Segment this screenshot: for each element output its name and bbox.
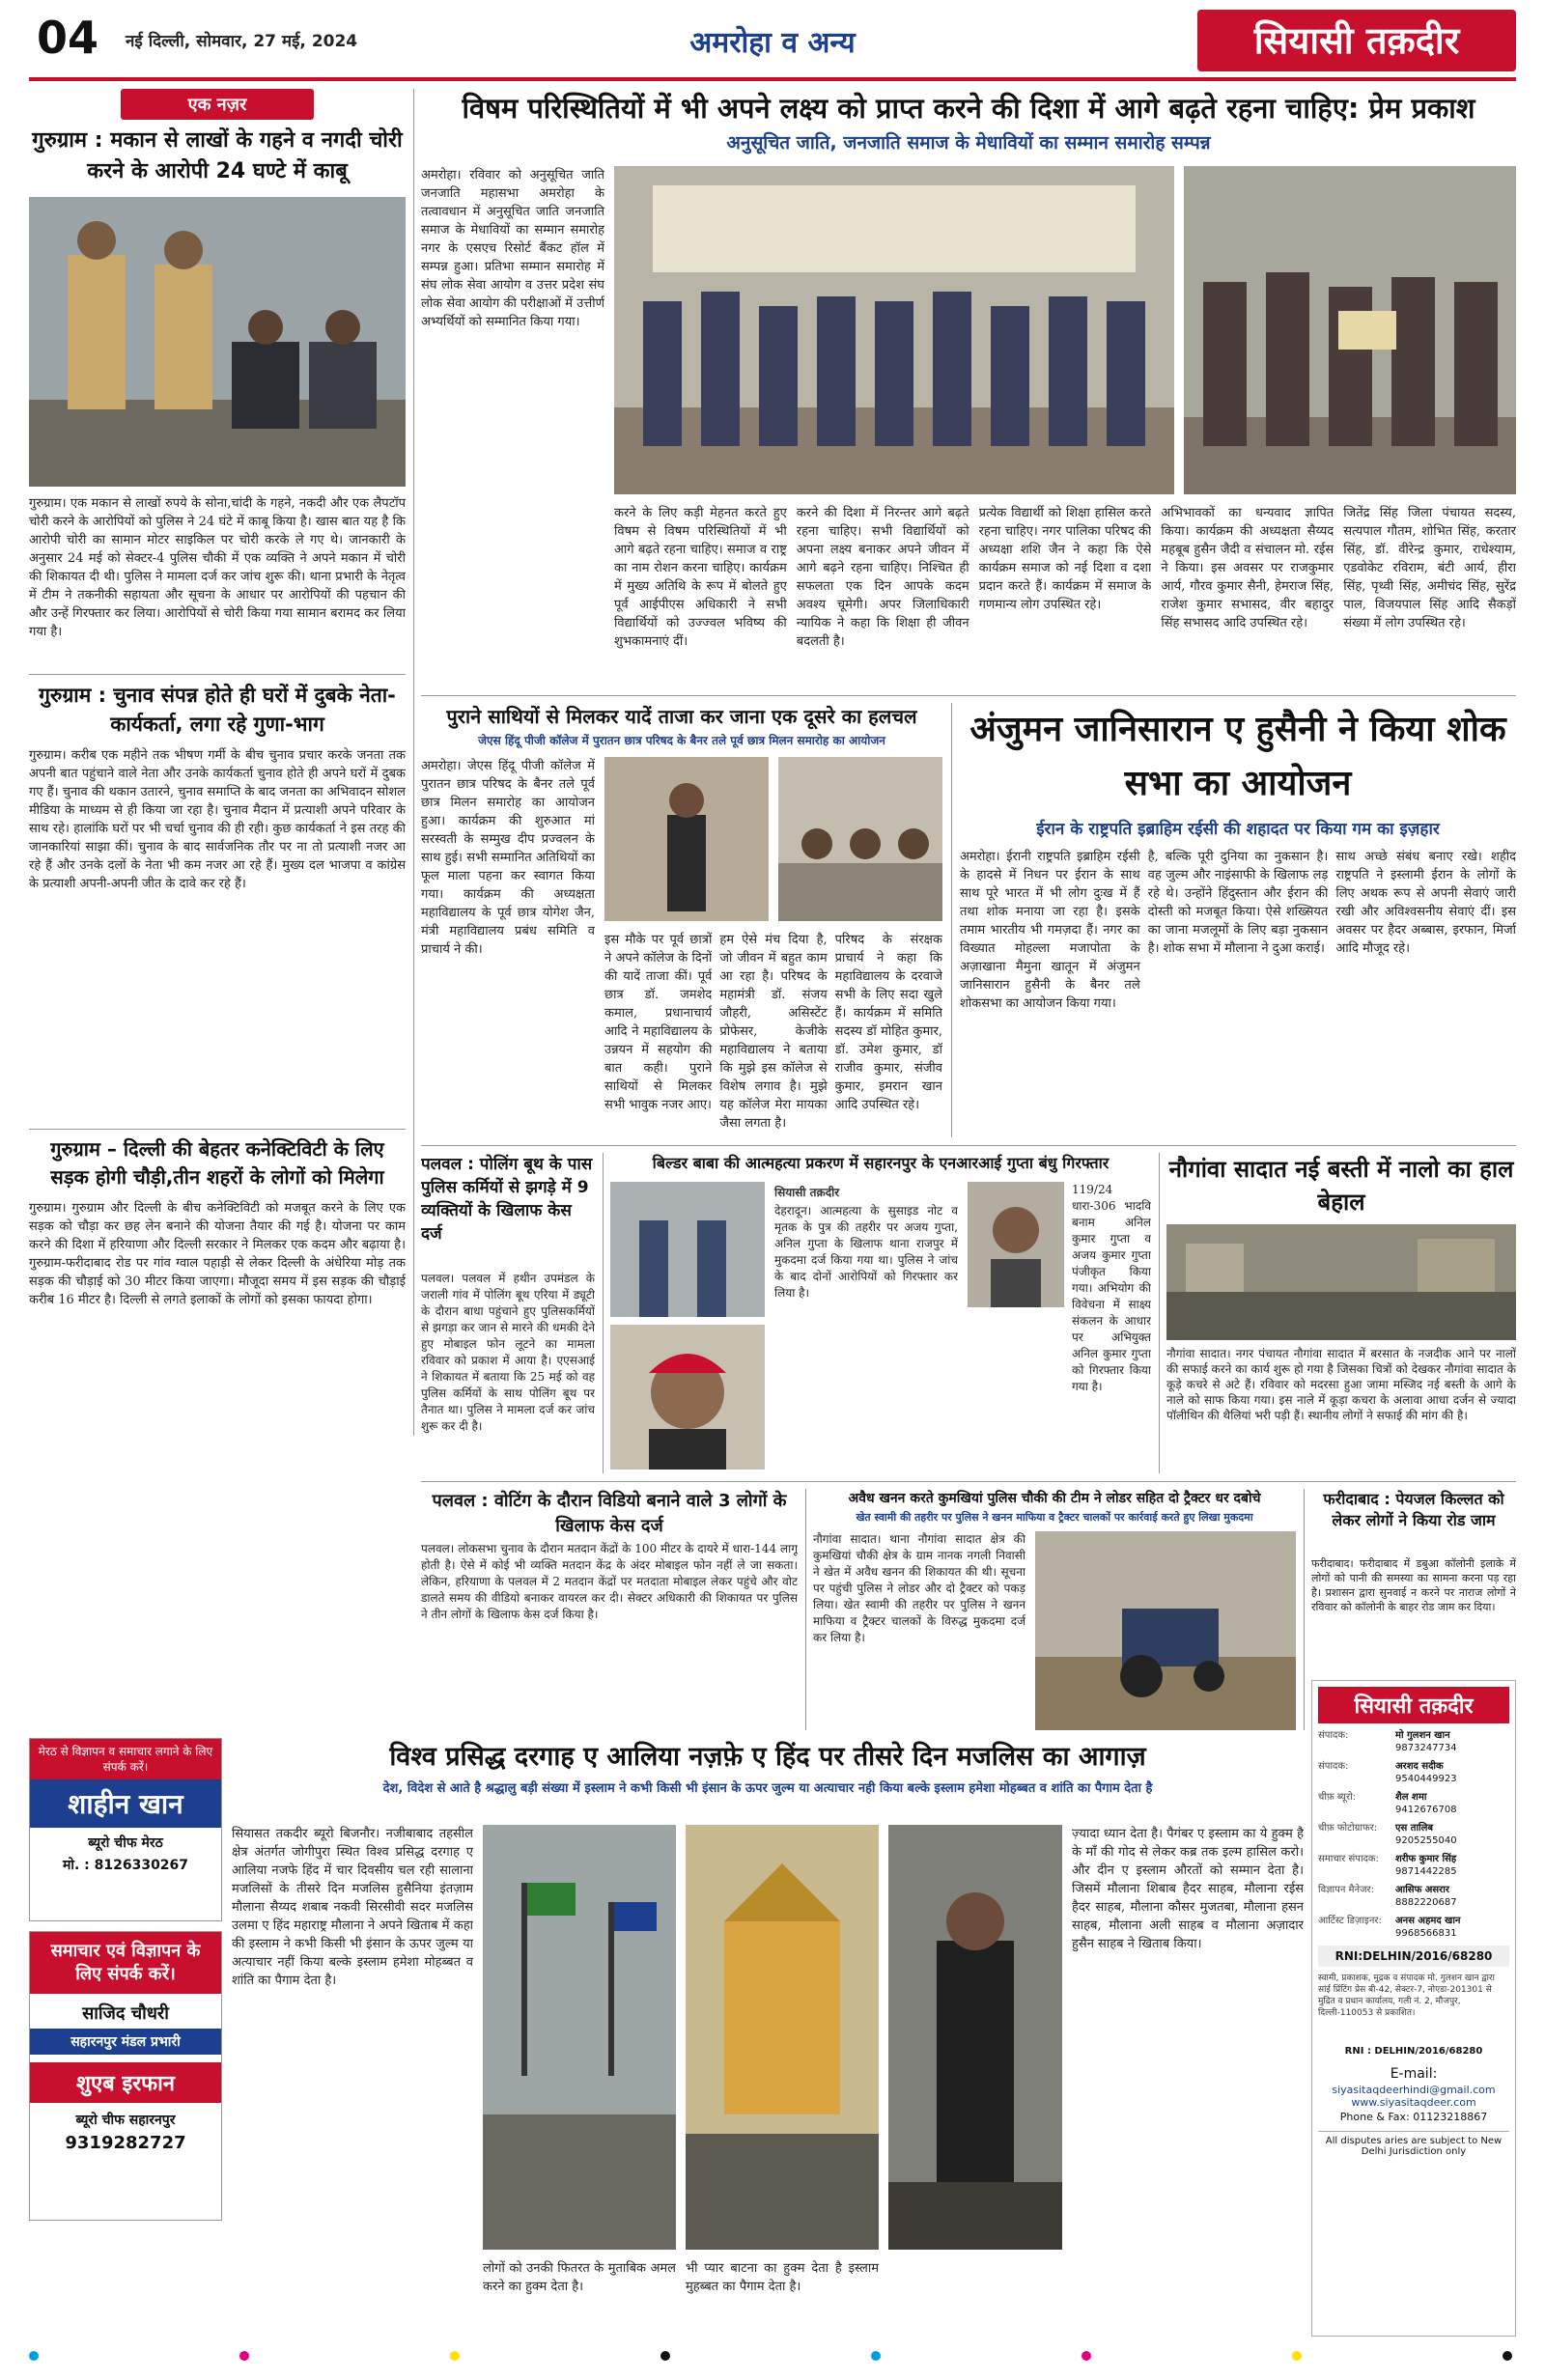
speaker-mic-illustration <box>888 1825 1062 2250</box>
builder-photo-3 <box>968 1182 1064 1307</box>
page-number: 04 <box>37 12 99 64</box>
mining-headline: अवैध खनन करते कुमखियां पुलिस चौकी की टीम ने लोडर सहित दो ट्रैक्टर धर दबोचे <box>848 1491 1261 1506</box>
faridabad-body: फरीदाबाद। फरीदाबाद में डबुआ कॉलोनी इलाके में लोगों को पानी की समस्या का सामना करना पड़ रहा है। प्रशासन द्वारा सुनवाई न करने पर नाराज लोगों ने रविवार को कॉलोनी के बाहर रोड जाम कर दिया। <box>1311 1557 1516 1613</box>
imprint-person: एस तालिब <box>1395 1823 1434 1834</box>
palwal-story-2 <box>421 1489 798 1730</box>
imprint-box <box>1311 1680 1516 2337</box>
imprint-row <box>1318 1884 1509 1909</box>
lead-photo-lower-left <box>421 494 604 495</box>
imprint-row <box>1318 1853 1509 1878</box>
story2-headline: गुरुग्राम : चुनाव संपन्न होते ही घरों में दुबके नेता-कार्यकर्ता, लगा रहे गुणा-भाग <box>39 684 396 736</box>
ad-saharanpur <box>29 1931 222 2221</box>
story1-body: गुरुग्राम। एक मकान से लाखों रुपये के सोना,चांदी के गहने, नकदी और एक लैपटॉप चोरी करने के आरोपियों को पुलिस ने 24 घंटे में काबू किया है। खास बात यह है कि आरोपी चोरी का सामान मोटर साइकिल पर चोरी करके ले गए थे। जानकारी के अनुसार 24 मई को सेक्टर-4 पुलिस चौकी में एक व्यक्ति ने अपने मकान में चोरी की शिकायत दी थी। पुलिस ने मामला दर्ज कर जांच शुरू की। थाना प्रभारी के नेतृत्व में टीम ने तकनीकी सहायता और सूचना के आधार पर आरोपियों की पहचान की और उन्हें गिरफ्तार कर लिया। आरोपियों से चोरी किया गया सामान बरामद कर लिया गया है। <box>29 496 406 639</box>
reunion-body-col: इस मौके पर पूर्व छात्रों ने अपने कॉलेज के दिनों की यादें ताजा कीं। पूर्व छात्र डॉ. जमशेद कमाल, प्रधानाचार्य आदि ने महाविद्यालय के उन्नयन में सहयोग की बात कही। पुराने साथियों से मिलकर सभी भावुक नजर आए। <box>604 933 713 1112</box>
naugawan-photo <box>1166 1224 1516 1340</box>
reunion-caption: जेएस हिंदू पीजी कॉलेज में पुरातन छात्र परिषद के बैनर तले पूर्व छात्र मिलन समारोह का आयोजन <box>478 734 885 747</box>
bottom-photo-2 <box>686 1825 879 2250</box>
bottom-body-mid2: भी प्यार बाटना का हुक्म देता है इस्लाम मुहब्बत का पैगाम देता है। <box>686 2261 879 2294</box>
imprint-staff-list <box>1318 1729 1509 1940</box>
imprint-email-label: E-mail: <box>1390 2066 1438 2082</box>
imprint-email[interactable]: siyasitaqdeerhindi@gmail.com <box>1332 2084 1496 2096</box>
imprint-row <box>1318 1729 1509 1754</box>
imprint-row <box>1318 1791 1509 1816</box>
divider <box>29 1129 406 1130</box>
column-divider <box>805 1489 806 1730</box>
crowd-flags-illustration <box>483 1825 676 2250</box>
imprint-rni-2: RNI : DELHIN/2016/68280 <box>1344 2046 1483 2057</box>
imprint-phone: 9205255040 <box>1395 1835 1457 1846</box>
ad-meerut-name: शाहीन खान <box>30 1779 221 1828</box>
divider <box>421 1481 1516 1482</box>
ad-saharanpur-role2: ब्यूरो चीफ सहारनपुर <box>75 2113 176 2128</box>
condolence-subhead: ईरान के राष्ट्रपति इब्राहिम रईसी की शहादत पर किया गम का इज़हार <box>1036 820 1440 839</box>
bottom-body-mid: लोगों को उनकी फितरत के मुताबिक अमल करने का हुक्म देता है। <box>483 2261 676 2294</box>
lead-body-col: जितेंद्र सिंह जिला पंचायत सदस्य, सत्यपाल गौतम, शोभित सिंह, करतार सिंह, डॉ. वीरेन्द्र कुमार, राधेश्याम, एडवोकेट रविराम, बंटी आर्य, हीरा सिंह, पृथ्वी सिंह, अमीचंद सिंह, सुरेंद्र पाल, विजयपाल सिंह आदि सैकड़ों संख्या में लोग उपस्थित रहे। <box>1343 506 1516 630</box>
imprint-person: शैल शमा <box>1395 1792 1427 1803</box>
builder-photo-1 <box>610 1182 765 1317</box>
bottom-photo-1 <box>483 1825 676 2250</box>
speaker-illustration <box>604 757 769 921</box>
brand-banner <box>1197 10 1516 71</box>
condolence-body-col: अमरोहा। ईरानी राष्ट्रपति इब्राहिम रईसी के हादसे में निधन पर ईरान के साथ साथ पूरे भारत में भी लोग दुःख में हैं तथा शोक मनाया जा रहा है। इसके तमाम भारतीय भी गमज़दा हैं। नगर का विख्यात मोहल्ला मजापोता के अज़ाखाना मैमुना खातून में अंजुमन जानिसारान हुसैनी के बैनर तले शोकसभा का आयोजन किया गया। <box>960 850 1140 1011</box>
left-column <box>29 89 406 1436</box>
mining-subhead: खेत स्वामी की तहरीर पर पुलिस ने खनन माफिया व ट्रैक्टर चालकों पर कार्रवाई करते हुए लिखा मुकदमा <box>856 1511 1253 1524</box>
column-divider <box>603 1153 604 1473</box>
ek-nazar-tag: एक नज़र <box>121 89 314 120</box>
palwal2-headline: पलवल : वोटिंग के दौरान विडियो बनाने वाले 3 लोगों के खिलाफ केस दर्ज <box>432 1491 787 1536</box>
tractor-illustration <box>1035 1531 1296 1730</box>
reunion-story <box>421 703 942 1137</box>
bottom-story <box>232 1738 1304 2337</box>
builder-photo-2 <box>610 1325 765 1470</box>
audience-illustration <box>778 757 942 921</box>
ad-meerut-phone: मो. : 8126330267 <box>62 1858 189 1873</box>
ad-saharanpur-role1: सहारनपुर मंडल प्रभारी <box>30 2029 221 2055</box>
imprint-row <box>1318 1915 1509 1940</box>
imprint-owner: स्वामी, प्रकाशक, मुद्रक व संपादक मो. गुलशन खान द्वारा सांई प्रिंटिंग प्रेस बी-42, सेक्टर-7, नोएडा-201301 से मुद्रित व प्रधान कार्यालय, गली नं. 2, मौजपुर, दिल्ली-110053 से प्रकाशित। <box>1318 1974 1495 2018</box>
imprint-role: समाचार संपादक: <box>1318 1854 1379 1864</box>
ad-saharanpur-name1: साजिद चौधरी <box>82 2003 169 2024</box>
imprint-brand: सियासी तक़दीर <box>1318 1687 1509 1723</box>
lead-headline: विषम परिस्थितियों में भी अपने लक्ष्य को प्राप्त करने की दिशा में आगे बढ़ते रहना चाहिए: प्रेम प्रकाश <box>462 92 1475 125</box>
column-divider <box>951 703 952 1137</box>
faridabad-headline: फरीदाबाद : पेयजल किल्लत को लेकर लोगों ने किया रोड जाम <box>1323 1490 1504 1529</box>
imprint-phone: 9412676708 <box>1395 1805 1457 1815</box>
imprint-disclaimer: All disputes aries are subject to New Delhi Jurisdiction only <box>1318 2131 1509 2157</box>
lead-body-col: करने के लिए कड़ी मेहनत करते हुए विषम से विषम परिस्थितियों में भी आगे बढ़ते रहना चाहिए। समाज व राष्ट्र का नाम रोशन करना चाहिए। कार्यक्रम में मुख्य अतिथि के रूप में बोलते हुए पूर्व आईपीएस अधिकारी ने सभी विद्यार्थियों को उज्ज्वल भविष्य की शुभकामनाएं दीं। <box>614 506 787 649</box>
column-divider <box>1159 1153 1160 1473</box>
divider <box>421 695 1516 696</box>
naugawan-body: नौगांवा सादात। नगर पंचायत नौगांवा सादात में बरसात के नजदीक आने पर नालों की सफाई करने का कार्य शुरू हो गया है जिसका चित्रों को देखकर नौगांवा सादात के कूड़े कचरे से अटे हैं। रविवार को मदरसा हुआ जामा मस्जिद नई बस्ती के आगे के नाले को साफ किया गया। इस नाले में कूड़ा कचरा के अलावा आधा दर्जन से ज्यादा पॉलीथिन की थैलियां भरी पड़ी हैं। स्थानीय लोगों ने सफाई की मांग की है। <box>1166 1347 1516 1422</box>
bottom-subhead: देश, विदेश से आते है श्रद्धालु बड़ी संख्या में इस्लाम ने कभी किसी भी इंसान के ऊपर जुल्म या अत्याचार नही किया बल्के इस्लाम हमेशा मोहब्बत व शांति का पैगाम देता है <box>382 1781 1153 1796</box>
builder-body-col: 119/24 धारा-306 भादवि बनाम अनिल कुमार गुप्ता व अजय कुमार गुप्ता पंजीकृत किया गया। अभियोग की विवेचना में साक्ष्य संकलन के आधार पर अभियुक्त अनिल कुमार गुप्ता को गिरफ्तार किया गया है। <box>1072 1183 1151 1393</box>
imprint-phone: 9873247734 <box>1395 1743 1457 1753</box>
mining-story <box>813 1489 1296 1730</box>
story2-body: गुरुग्राम। करीब एक महीने तक भीषण गर्मी के बीच चुनाव प्रचार करके जनता तक अपनी बात पहुंचाने वाले नेता और उनके कार्यकर्ता चुनाव होते ही अपने घरों में दुबक गए हैं। चुनाव की थकान उतारने, चुनाव समाप्ति के बाद जनता का अभिवादन सोशल मीडिया के माध्यम से ही किया जा रहा है। चुनाव मैदान में प्रत्याशी अपने परिवार के साथ रहे। हालांकि घरों पर भी चर्चा चुनाव की ही रही। कुछ कार्यकर्ता ने इस तरह की जानकारियां साझा कीं। चुनाव के बाद सार्वजनिक तौर पर ना तो प्रत्याशी नजर आ रहे हैं और उनके दलों के नेता भी कम नजर आ रहे हैं। मुख्य दल भाजपा व कांग्रेस के प्रत्याशी अपनी-अपनी जीत के दावे कर रहे हैं। <box>29 748 406 891</box>
imprint-role: विज्ञापन मैनेजर: <box>1318 1885 1374 1895</box>
bottom-body-left: सियासत तकदीर ब्यूरो बिजनौर। नजीबाबाद तहसील क्षेत्र अंतर्गत जोगीपुरा स्थित विश्व प्रसिद्ध दरगाह ए आलिया नजफे हिंद में चार दिवसीय चल रही सालाना मजलिसों के तीसरे दिन मजलिस हुसैनिया इंतज़ाम मौलाना सैय्यद शबाब नकवी सिरसीवी सदर मजलिस उलमा ए हिंद महाराष्ट्र मौलाना ने अपने खिताब में कहा की इस्लाम ने कभी किसी भी इंसान के ऊपर जुल्म या अत्याचार नहीं किया बल्के इस्लाम हमेशा मोहब्बत व शांति का पैगाम देता है। <box>232 1827 473 1988</box>
ad-saharanpur-name2: शुएब इरफान <box>30 2062 221 2103</box>
imprint-rni: RNI:DELHIN/2016/68280 <box>1318 1946 1509 1967</box>
imprint-web[interactable]: www.siyasitaqdeer.com <box>1351 2096 1476 2109</box>
imprint-phone: 9968566831 <box>1395 1928 1457 1939</box>
police-photo <box>29 197 406 487</box>
imprint-phone-fax: Phone & Fax: 01123218867 <box>1339 2111 1488 2123</box>
bottom-headline: विश्व प्रसिद्ध दरगाह ए आलिया नज़फ़े ए हिंद पर तीसरे दिन मजलिस का आगाज़ <box>389 1742 1146 1772</box>
mining-body: नौगांवा सादात। थाना नौगांवा सादात क्षेत्र की कुमखियां चौकी क्षेत्र के ग्राम नानक नगली निवासी ने खेत में अवैध खनन की शिकायत की थी। सूचना पर पहुंची पुलिस ने लोडर और दो ट्रैक्टर को पकड़ लिया। खेत स्वामी की तहरीर पर पुलिस ने खनन माफिया व ट्रैक्टर चालकों के विरुद्ध मुकदमा दर्ज कर लिया है। <box>813 1532 1025 1644</box>
imprint-role: संपादक: <box>1318 1761 1349 1772</box>
condolence-headline: अंजुमन जानिसारान ए हुसैनी ने किया शोक सभा का आयोजन <box>969 710 1506 803</box>
portrait-turban-illustration <box>610 1325 765 1470</box>
reunion-body-left: अमरोहा। जेएस हिंदू पीजी कॉलेज में पुरातन छात्र परिषद के बैनर तले पूर्व छात्र मिलन समारोह का आयोजन हुआ। कार्यक्रम की शुरुआत मां सरस्वती के सम्मुख दीप प्रज्वलन के साथ हुई। सभी सम्मानित अतिथियों का फूल माला पहना कर स्वागत किया गया। कार्यक्रम की अध्यक्षता महाविद्यालय के पूर्व छात्र योगेश जैन, मंत्री महाविद्यालय प्रबंध समिति व प्राचार्य ने की। <box>421 759 595 957</box>
palwal2-body: पलवल। लोकसभा चुनाव के दौरान मतदान केंद्रों के 100 मीटर के दायरे में धारा-144 लागू होती है। ऐसे में कोई भी व्यक्ति मतदान केंद्र के अंदर मोबाइल फोन नहीं ले जा सकता। लेकिन, हरियाणा के पलवल में 2 मतदान केंद्रों पर मतदाता मोबाइल लेकर पहुंचे और वोट डालते समय की वीडियो बनाकर वायरल कर दी। सेक्टर अधिकारी की शिकायत पर पुलिस ने तीन लोगों के खिलाफ केस दर्ज किया है। <box>421 1542 798 1621</box>
condolence-body-col: साथ अच्छे संबंध बनाए रखे। शहीद राष्ट्रपति ने इस्लामी ईरान के लोगों के लिए अथक रूप से अपनी सेवाएं जारी रखी और अविश्वसनीय सेवाएं दीं। इस अवसर पर हैदर अब्बास, इरफान, मिर्जा आदि मौजूद रहे। <box>1335 850 1517 956</box>
section-name: अमरोहा व अन्य <box>689 26 856 60</box>
divider <box>29 674 406 675</box>
naugawan-story <box>1166 1153 1516 1473</box>
reunion-photo-2 <box>778 757 942 921</box>
story3-body: गुरुग्राम। गुरुग्राम और दिल्ली के बीच कनेक्टिविटी को मजबूत करने के लिए एक सड़क को चौड़ा कर छह लेन बनाने की योजना तैयार की गई है। योजना पर काम करने की दिशा में हरियाणा और दिल्ली सरकार ने मिलकर एक कदम और बढ़ाया है। गुरुग्राम-फरीदाबाद रोड पर गांव ग्वाल पहाड़ी से लेकर दिल्ली के अंधेरिया मोड़ तक सड़क की चौड़ाई को 30 मीटर किया जाएगा। मौजूदा समय में इस सड़क की चौड़ाई करीब 16 मीटर है। दिल्ली से लगते इलाकों के लोगों को इसका फायदा होगा। <box>29 1201 406 1307</box>
reunion-headline: पुराने साथियों से मिलकर यादें ताजा कर जाना एक दूसरे का हलचल <box>446 705 917 728</box>
condolence-story <box>960 703 1516 1137</box>
brand-name: सियासी तक़दीर <box>1253 19 1460 62</box>
imprint-person: अरशद सदीक <box>1395 1761 1444 1772</box>
imprint-person: मो गुलशन खान <box>1395 1730 1450 1741</box>
ad-saharanpur-phone2: 9319282727 <box>65 2133 186 2153</box>
mining-photo <box>1035 1531 1296 1730</box>
imprint-row <box>1318 1822 1509 1847</box>
builder-story <box>610 1153 1151 1473</box>
imprint-person: शरीफ कुमार सिंह <box>1395 1854 1457 1864</box>
condolence-body-col: है, बल्कि पूरी दुनिया का नुकसान है। वह जुल्म और नाइंसाफी के खिलाफ लड़ रहे थे। उन्होंने हिंदुस्तान और ईरान की दोस्ती को मजबूत किया। ऐसे शख्सियत का जाना मजलूमों के लिए बड़ा नुकसान है। शोक सभा में मौलाना ने दुआ कराई। <box>1147 850 1329 956</box>
imprint-role: संपादक: <box>1318 1730 1349 1741</box>
lead-columns <box>614 504 1516 687</box>
column-divider <box>413 89 414 1436</box>
column-divider <box>1304 1489 1305 1730</box>
ad-meerut <box>29 1738 222 1921</box>
drain-illustration <box>1166 1224 1516 1340</box>
arrest-illustration <box>610 1182 765 1317</box>
bottom-color-bar <box>29 2346 1516 2366</box>
reunion-body-col: हम ऐसे मंच दिया है, जो जीवन में बहुत काम आ रहा है। परिषद के महामंत्री डॉ. संजय जौहरी, असिस्टेंट प्रोफेसर, केजीके महाविद्यालय ने बताया कि मुझे इस कॉलेज से विशेष लगाव है। मुझे यह कॉलेज मेरा मायका जैसा लगता है। <box>719 933 828 1131</box>
lead-subhead: अनुसूचित जाति, जनजाति समाज के मेधावियों का सम्मान समारोह सम्पन्न <box>726 132 1211 154</box>
story1-headline: गुरुग्राम : मकान से लाखों के गहने व नगदी चोरी करने के आरोपी 24 घण्टे में काबू <box>32 128 403 183</box>
lead-body-col: अभिभावकों का धन्यवाद ज्ञापित किया। कार्यक्रम की अध्यक्षता सैय्यद महबूब हुसैन जैदी व संचालन मो. रईस ने किया। इस अवसर पर राजकुमार आर्य, गौरव कुमार सैनी, हेमराज सिंह, राजेश कुमार सभासद, वीर बहादुर सिंह सभासद आदि उपस्थित रहे। <box>1161 506 1334 630</box>
reunion-columns <box>604 931 942 1137</box>
lead-story <box>421 89 1516 687</box>
shrine-replica-illustration <box>686 1825 879 2250</box>
portrait-illustration <box>968 1182 1064 1307</box>
imprint-phone: 9540449923 <box>1395 1774 1457 1784</box>
faridabad-story <box>1311 1489 1516 1672</box>
dateline: नई दिल्ली, सोमवार, 27 मई, 2024 <box>126 32 358 51</box>
bottom-body-right: ज़्यादा ध्यान देता है। पैगंबर ए इस्लाम का ये हुक्म है के माँ की गोद से लेकर कब्र तक इल्म हासिल करो। और दीन ए इस्लाम औरतों को सम्मान देता है। जिसमें मौलाना शिबाब हैदर साहब, मौलाना रईस हैदर साहब, मौलाना कौसर मुजतबा, मौलाना हसन साहब, मौलाना अली साहब व मौलाना अज़ादार हुसैन साहब ने खिताब किया। <box>1072 1827 1304 1951</box>
builder-headline: बिल्डर बाबा की आत्महत्या प्रकरण में सहारनपुर के एनआरआई गुप्ता बंधु गिरफ्तार <box>652 1154 1110 1172</box>
ad-meerut-line: मेरठ से विज्ञापन व समाचार लगाने के लिए संपर्क करें। <box>30 1739 221 1779</box>
imprint-person: आसिफ असरार <box>1395 1885 1449 1895</box>
naugawan-headline: नौगांवा सादात नई बस्ती में नालो का हाल बेहाल <box>1168 1156 1514 1216</box>
lead-body-left: अमरोहा। रविवार को अनुसूचित जाति जनजाति महासभा अमरोहा के तत्वावधान में अनुसूचित जाति जनजाति समाज के मेधावियों का सम्मान समारोह नगर के एसएच रिसोर्ट बैंकट हॉल में सम्पन्न हुआ। प्रतिभा सम्मान समारोह में संघ लोक सेवा आयोग व उत्तर प्रदेश संघ लोक सेवा आयोग की परीक्षाओं में उत्तीर्ण अभ्यर्थियों को सम्मानित किया गया। <box>421 168 604 329</box>
imprint-role: चीफ़ फोटोग्राफर: <box>1318 1823 1378 1834</box>
masthead <box>0 0 1545 83</box>
story3-headline: गुरुग्राम – दिल्ली की बेहतर कनेक्टिविटी के लिए सड़क होगी चौड़ी,तीन शहरों के लोगों को मिलेगा <box>50 1137 384 1189</box>
palwal-story-1 <box>421 1153 595 1473</box>
imprint-phone: 8882220687 <box>1395 1897 1457 1908</box>
ad-meerut-role: ब्यूरो चीफ मेरठ <box>88 1835 163 1851</box>
imprint-phone: 9871442285 <box>1395 1866 1457 1877</box>
lead-photo-right <box>1184 166 1516 494</box>
lead-photo-left <box>614 166 1174 494</box>
award-ceremony-illustration <box>614 166 1174 494</box>
builder-byline: सियासी तक़दीर <box>774 1186 840 1199</box>
police-photo-illustration <box>29 197 406 487</box>
builder-body-col: देहरादून। आत्महत्या के सुसाइड नोट व मृतक के पुत्र की तहरीर पर अजय गुप्ता, अनिल गुप्ता के खिलाफ थाना राजपुर में मुकदमा दर्ज किया गया था। पुलिस ने जांच के बाद दोनों आरोपियों को गिरफ्तार कर लिया है। <box>774 1204 958 1300</box>
palwal1-body: पलवल। पलवल में हथीन उपमंडल के जराली गांव में पोलिंग बूथ एरिया में ड्यूटी के दौरान बाधा पहुंचाने हुए पुलिसकर्मियों से झगड़ा कर जान से मारने की धमकी देने हुए मोबाइल फोन लूटने का मामला रविवार को प्रकाश में आया है। एएसआई ने शिकायत में बताया कि 25 मई को वह पुलिस कर्मियों के साथ पोलिंग बूथ पर तैनात था। पुलिस ने मामला दर्ज कर जांच शुरू कर दी है। <box>421 1272 595 1433</box>
certificate-presentation-illustration <box>1184 166 1516 494</box>
imprint-row <box>1318 1760 1509 1785</box>
bottom-photo-3 <box>888 1825 1062 2250</box>
divider <box>421 1145 1516 1146</box>
imprint-role: आर्टिस्ट डिज़ाइनर: <box>1318 1916 1382 1926</box>
masthead-rule <box>29 77 1516 81</box>
reunion-body-col: परिषद के संरक्षक प्राचार्य ने कहा कि महाविद्यालय के दरवाजे सभी के लिए सदा खुले हैं। कार्यक्रम में समिति सदस्य डॉ मोहित कुमार, डॉ. उमेश कुमार, डॉ राजीव कुमार, संजीव कुमार, इमरान खान आदि उपस्थित रहे। <box>834 933 942 1112</box>
reunion-photo-1 <box>604 757 769 921</box>
lead-body-col: करने की दिशा में निरन्तर आगे बढ़ते रहना चाहिए। सभी विद्यार्थियों को अपना लक्ष्य बनाकर अपने जीवन में आगे बढ़ने रहना चाहिए। निश्चित ही सफलता एक दिन आपके कदम अवश्य चूमेगी। अपर जिलाधिकारी न्यायिक ने कहा कि शिक्षा ही जीवन बदलती है। <box>796 506 969 649</box>
imprint-role: चीफ़ ब्यूरो: <box>1318 1792 1357 1803</box>
ad-saharanpur-line: समाचार एवं विज्ञापन के लिए संपर्क करें। <box>30 1932 221 1994</box>
palwal1-headline: पलवल : पोलिंग बूथ के पास पुलिस कर्मियों से झगड़े में 9 व्यक्तियों के खिलाफ केस दर्ज <box>421 1155 593 1244</box>
lead-body-col: प्रत्येक विद्यार्थी को शिक्षा हासिल करते रहना चाहिए। नगर पालिका परिषद की अध्यक्षा शशि जैन ने कहा कि ऐसे कार्यक्रम समाज को नई दिशा व दशा प्रदान करते हैं। कार्यक्रम में समाज के गणमान्य लोग उपस्थित रहे। <box>978 506 1152 612</box>
imprint-person: अनस अहमद खान <box>1395 1916 1461 1926</box>
condolence-columns <box>960 848 1516 1137</box>
